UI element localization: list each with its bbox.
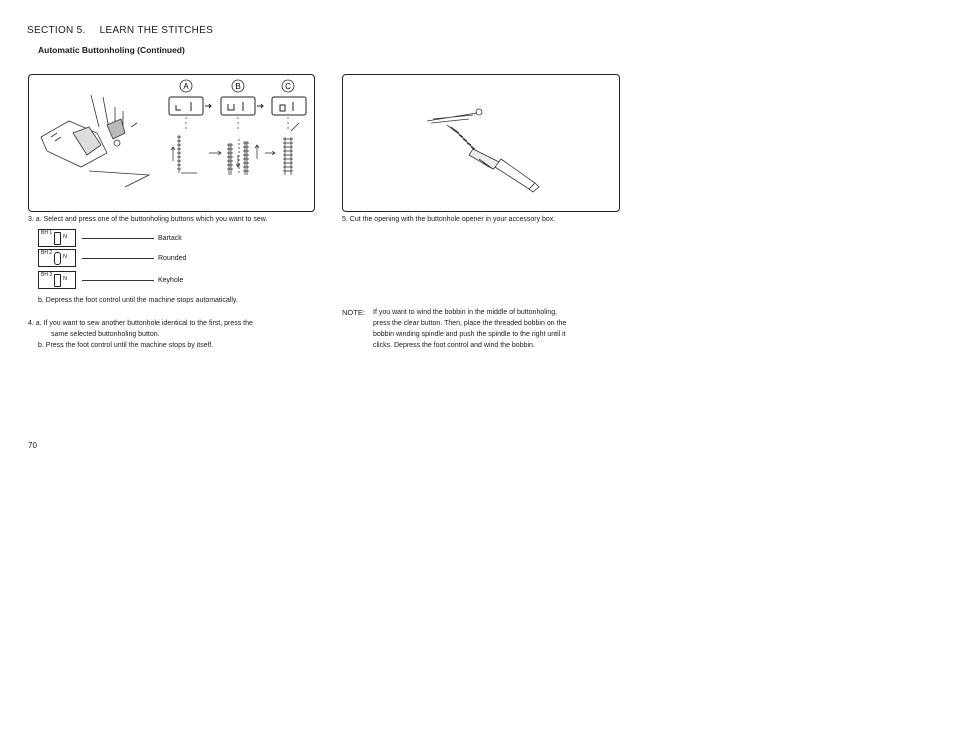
button-icon-suffix: N bbox=[63, 276, 67, 282]
note-body bbox=[373, 307, 609, 351]
buttonhole-illustration bbox=[29, 75, 314, 211]
button-icon-suffix: N bbox=[63, 254, 67, 260]
label-c: C bbox=[285, 82, 291, 91]
section-title: LEARN THE STITCHES bbox=[99, 25, 214, 36]
step-5: 5. Cut the opening with the buttonhole opener in your accessory box. bbox=[342, 216, 556, 223]
button-icon-suffix: N bbox=[63, 234, 67, 240]
page-subtitle: Automatic Buttonholing (Continued) bbox=[38, 45, 185, 55]
presser-foot-drawing bbox=[41, 95, 149, 187]
note-line: press the clear button. Then, place the threaded bobbin on the bbox=[373, 320, 567, 327]
button-row-keyhole bbox=[38, 271, 183, 289]
section-number: SECTION 5. bbox=[27, 25, 86, 36]
label-b: B bbox=[235, 82, 241, 91]
step-4a-line1: 4. a. If you want to sew another buttonhole identical to the first, press the bbox=[28, 320, 253, 327]
button-icon-text: BH 2 bbox=[41, 250, 53, 256]
button-icon-text: BH 3 bbox=[41, 272, 53, 278]
note-line: If you want to wind the bobbin in the middle of buttonholing, bbox=[373, 309, 558, 316]
rounded-button-icon bbox=[38, 249, 76, 267]
page-number: 70 bbox=[28, 441, 37, 450]
keyhole-label: Keyhole bbox=[158, 276, 184, 284]
note-line: clicks. Depress the foot control and wind the bobbin. bbox=[373, 342, 535, 349]
indicator-boxes bbox=[169, 97, 306, 115]
step-4a-line2: same selected buttonholing button. bbox=[51, 331, 160, 338]
button-row-rounded bbox=[38, 249, 186, 267]
rounded-label: Rounded bbox=[158, 254, 187, 262]
buttonhole-figure bbox=[28, 74, 315, 212]
step-3a: 3. a. Select and press one of the buttonholing buttons which you want to sew. bbox=[28, 216, 268, 223]
button-row-bartack bbox=[38, 229, 182, 247]
step-3b: b. Depress the foot control until the machine stops automatically. bbox=[38, 297, 238, 304]
bartack-label: Bartack bbox=[158, 234, 182, 242]
keyhole-button-icon bbox=[38, 271, 76, 289]
label-a: A bbox=[183, 82, 189, 91]
section-heading bbox=[27, 25, 213, 36]
step-labels bbox=[180, 80, 294, 92]
buttonhole-opener-illustration bbox=[343, 75, 619, 211]
buttonhole-opener-figure bbox=[342, 74, 620, 212]
note-label: NOTE: bbox=[342, 308, 365, 317]
note-line: bobbin winding spindle and push the spindle to the right until it bbox=[373, 331, 566, 338]
stitch-diagrams bbox=[171, 123, 299, 175]
step-4b: b. Press the foot control until the machine stops by itself. bbox=[38, 342, 214, 349]
button-icon-text: BH 1 bbox=[41, 230, 53, 236]
bartack-button-icon bbox=[38, 229, 76, 247]
